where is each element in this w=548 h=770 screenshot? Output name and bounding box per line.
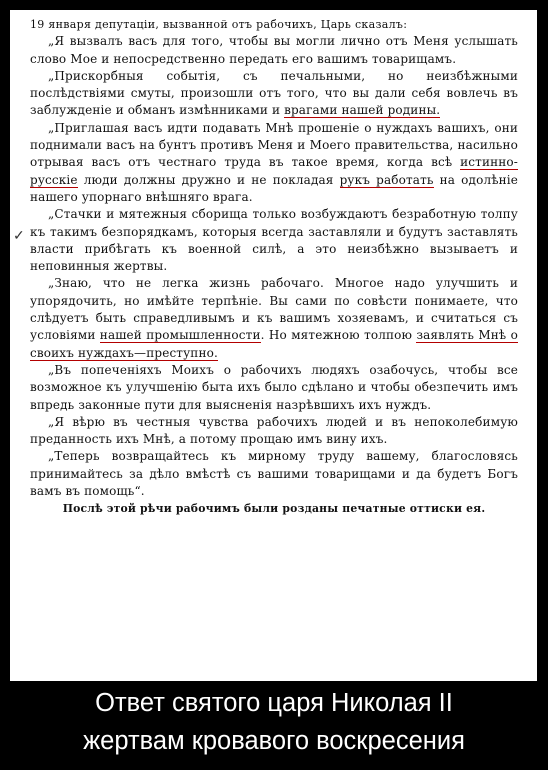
paragraph-5-text: . Но мятежною толпою (260, 328, 417, 343)
caption (0, 684, 548, 760)
paragraph-7: „Я вѣрю въ честныя чувства рабочихъ людей и въ непоколебимую преданность ихъ Мнѣ, а потому прощаю имъ вину ихъ. (30, 414, 518, 447)
paragraph-6: „Въ попеченіяхъ Моихъ о рабочихъ людяхъ озабочусь, чтобы все возможное къ улучшенію быта ихъ было сдѣлано и чтобы обезпечить имъ впредь законные пути для выясненія назрѣвшихъ ихъ нуждъ. (30, 362, 518, 412)
underlined-phrase: врагами нашей родины. (284, 103, 441, 118)
paragraph-1: „Я вызвалъ васъ для того, чтобы вы могли лично отъ Меня услышать слово Мое и непосредственно передать его вашимъ товарищамъ. (30, 34, 518, 66)
paragraph-3-text: на одолѣніе нашего упорнаго внѣшняго врага. (30, 172, 518, 204)
paragraph-5 (30, 275, 518, 361)
caption-line-2: жертвам кровавого воскресения (83, 727, 465, 755)
header-line: 19 января депутаціи, вызванной отъ рабочихъ, Царь сказалъ: (30, 18, 408, 31)
underlined-phrase: заявлять Мнѣ о своихъ нуждахъ—преступно. (30, 328, 518, 360)
underlined-phrase: истинно-русскіе (30, 155, 518, 187)
underlined-phrase: рукъ работать (339, 172, 434, 187)
paragraph-3-text: люди должны дружно и не покладая (77, 172, 340, 187)
paragraph-5-text: „Знаю, что не легка жизнь рабочаго. Многое надо улучшить и упорядочить, но имѣйте терпѣніе. Вы сами по совѣсти понимаете, что слѣдуетъ быть справедливымъ и къ вашимъ хозяевамъ, и считаться съ условіями (30, 276, 518, 343)
underlined-phrase: нашей промышленности (99, 328, 261, 343)
paragraph-3 (30, 120, 518, 206)
paragraph-2 (30, 68, 518, 120)
paragraph-3-text: „Приглашая васъ идти подавать Мнѣ прошеніе о нуждахъ вашихъ, они поднимали васъ на бунтъ противъ Меня и Моего правительства, насильно отрывая васъ отъ честнаго труда въ такое время, когда всѣ (30, 120, 518, 170)
paragraph-4: „Стачки и мятежныя сборища только возбуждаютъ безработную толпу къ такимъ безпорядкамъ, которыя всегда заставляли и будутъ заставлять власти прибѣгать къ военной силѣ, а это неизбѣжно вызываетъ и неповинныя жертвы. (30, 207, 518, 274)
clipping-text (30, 16, 518, 518)
newspaper-clipping (10, 10, 537, 681)
margin-check-mark: ✓ (13, 228, 25, 244)
paragraph-8: „Теперь возвращайтесь къ мирному труду вашему, благословясь принимайтесь за дѣло вмѣстѣ съ вашими товарищами и да будетъ Богъ вамъ въ помощь“. (30, 449, 518, 499)
caption-line-1: Ответ святого царя Николая II (95, 689, 453, 717)
paragraph-2-text: „Прискорбныя событія, съ печальными, но неизбѣжными послѣдствіями смуты, произошли отъ того, что вы дали себя вовлечь въ заблужденіе и обманъ измѣнниками и (30, 68, 518, 118)
footer-line: Послѣ этой рѣчи рабочимъ были розданы печатные оттиски ея. (62, 502, 486, 516)
